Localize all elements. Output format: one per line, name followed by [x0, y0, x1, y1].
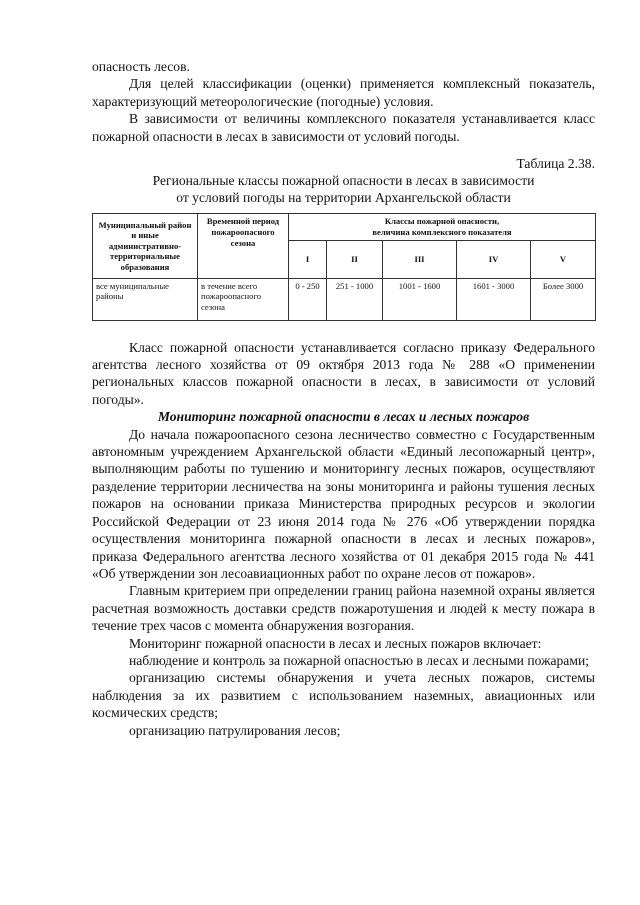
header-classes-line1: Классы пожарной опасности, [384, 216, 500, 227]
cell-class-3: 1001 - 1600 [383, 278, 457, 320]
table-label: Таблица 2.38. [516, 156, 595, 172]
paragraph-zoning: До начала пожароопасного сезона лесничество совместно с Государственным автономным учреждением Архангельской области «Единый лесопожарный центр», выполняющим работы по тушению и мониторингу лесных пожаров, осуществляют разделение территории лесничества на зоны мониторинга и районы тушения лесных пожаров на основании приказа Министерства природных ресурсов и экологии Российской Федерации от 23 июня 2014 года № 276 «Об утверждении порядка осуществления мониторинга пожарной опасности в лесах и лесных пожаров», приказа Федерального агентства лесного хозяйства от 01 декабря 2015 года № 441 «Об утверждении зон лесоавиационных работ по охране лесов от пожаров». [92, 426, 595, 581]
header-classes-group [289, 214, 596, 240]
paragraph-class-dependency: В зависимости от величины комплексного показателя устанавливается класс пожарной опасности в лесах в зависимости от условий погоды. [92, 111, 595, 144]
cell-class-4: 1601 - 3000 [457, 278, 531, 320]
table-row [93, 278, 596, 320]
fire-danger-table [92, 213, 596, 320]
cell-area: все муниципальные районы [93, 278, 198, 320]
header-area: Муниципальный район и иные административно-территориальные образования [93, 214, 198, 278]
paragraph-order-288: Класс пожарной опасности устанавливается согласно приказу Федерального агентства лесного хозяйства от 09 октября 2013 года № 288 «О применении региональных классов пожарной опасности в лесах, в зависимости от условий погоды». [92, 339, 595, 407]
header-period: Временной период пожароопасного сезона [198, 214, 289, 278]
list-item: организацию системы обнаружения и учета лесных пожаров, системы наблюдения за их развитием с использованием наземных, авиационных или космических средств; [92, 670, 595, 721]
header-class-4: IV [457, 240, 531, 278]
cell-class-5: Более 3000 [531, 278, 596, 320]
cell-period: в течение всего пожароопасного сезона [198, 278, 289, 320]
table-title-line1: Региональные классы пожарной опасности в лесах в зависимости [152, 173, 535, 189]
paragraph-classification: Для целей классификации (оценки) применяется комплексный показатель, характеризующий метеорологические (погодные) условия. [92, 76, 595, 109]
header-class-3: III [383, 240, 457, 278]
section-title: Мониторинг пожарной опасности в лесах и лесных пожаров [157, 409, 530, 425]
cell-class-2: 251 - 1000 [327, 278, 383, 320]
header-classes-line2: величина комплексного показателя [372, 227, 512, 238]
list-item: наблюдение и контроль за пожарной опасностью в лесах и лесными пожарами; [129, 652, 589, 668]
paragraph-continuation: опасность лесов. [92, 59, 190, 74]
header-class-5: V [531, 240, 596, 278]
cell-class-1: 0 - 250 [289, 278, 327, 320]
paragraph-main-criterion: Главным критерием при определении границ района наземной охраны является расчетная возможность доставки средств пожаротушения и людей к месту пожара в течение трех часов с момента обнаружения возгорания. [92, 583, 595, 634]
list-item: организацию патрулирования лесов; [129, 722, 341, 738]
paragraph-monitoring-includes: Мониторинг пожарной опасности в лесах и лесных пожаров включает: [129, 635, 542, 651]
document-page [92, 58, 595, 739]
header-class-1: I [289, 240, 327, 278]
table-title-line2: от условий погоды на территории Архангельской области [176, 190, 511, 206]
header-class-2: II [327, 240, 383, 278]
